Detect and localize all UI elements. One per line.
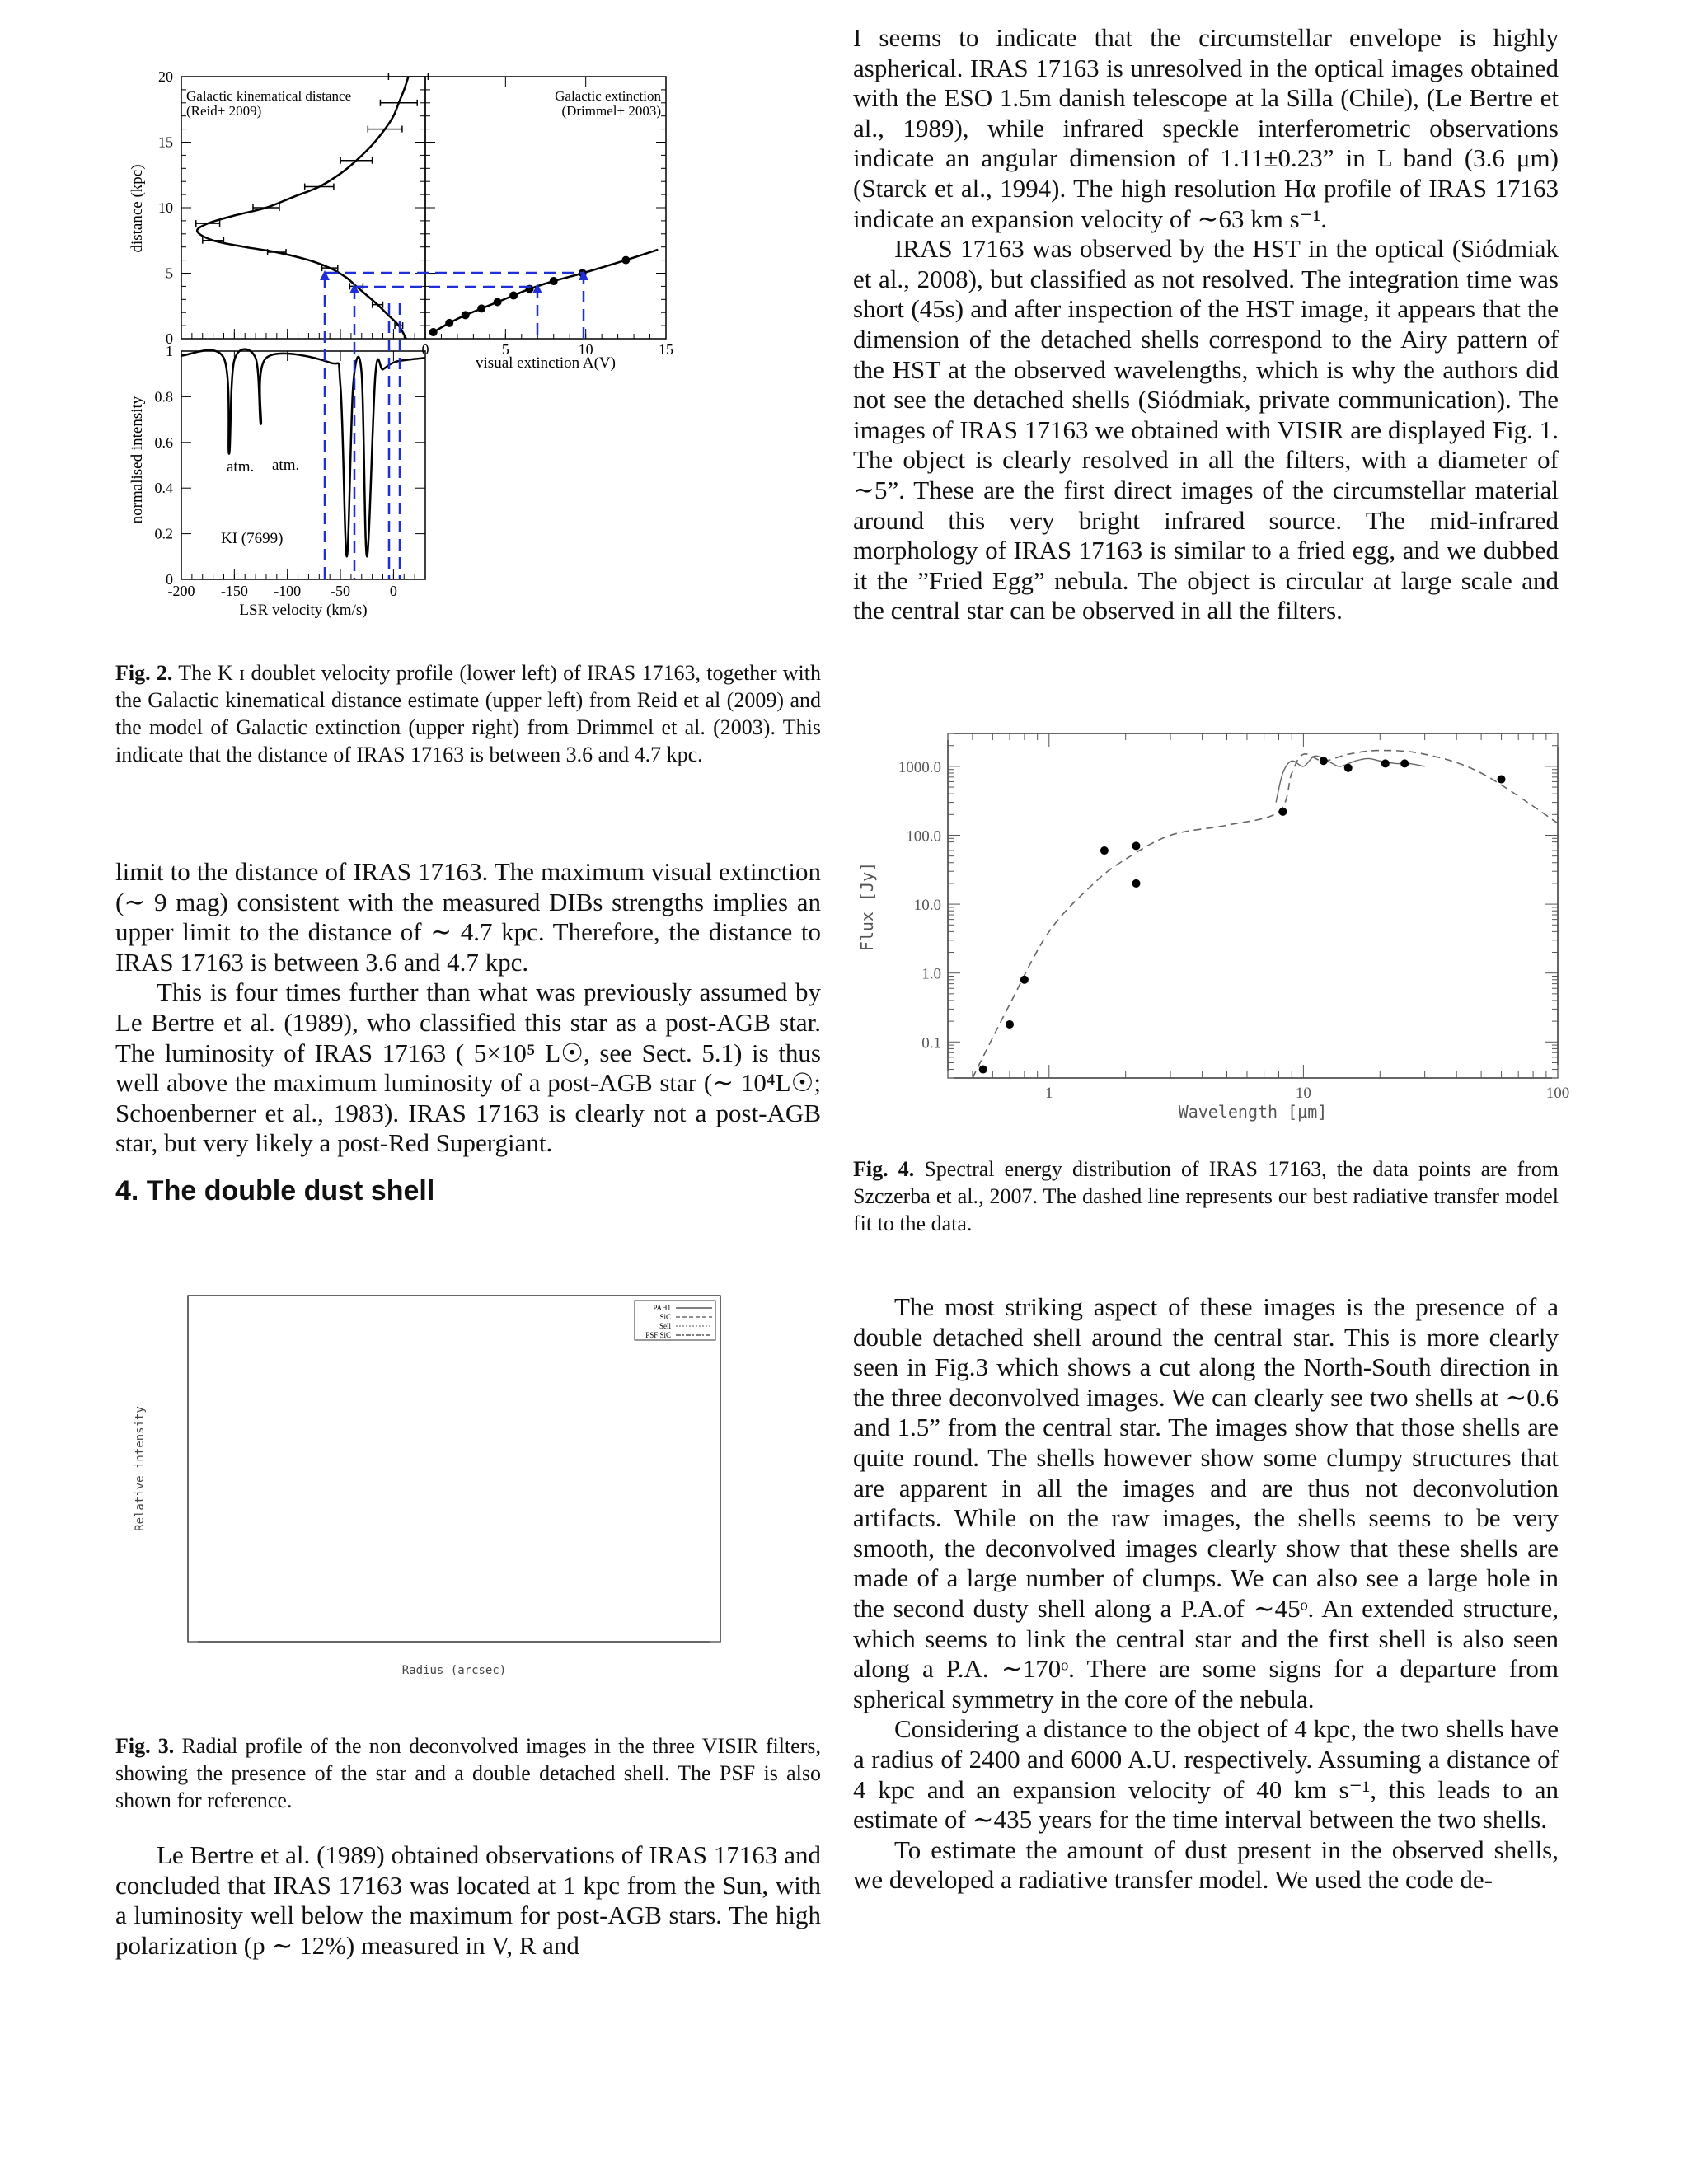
right-column-lower bbox=[853, 1292, 1559, 1896]
fig2-extinction-point bbox=[621, 256, 630, 265]
fig4-y-tick-label: 100.0 bbox=[906, 827, 941, 846]
fig4-xlabel: Wavelength [μm] bbox=[1178, 1102, 1328, 1122]
fig2-y-tick-label: 0.4 bbox=[154, 480, 173, 497]
fig2-extinction-point bbox=[445, 319, 453, 327]
fig3-legend-sell: Sell bbox=[659, 1322, 671, 1330]
right-column-upper bbox=[853, 23, 1559, 626]
section-title: 4. The double dust shell bbox=[115, 1175, 435, 1207]
fig4-x-tick-label: 10 bbox=[1295, 1085, 1311, 1102]
fig4-data-point bbox=[1132, 841, 1140, 850]
fig4-caption bbox=[853, 1155, 1559, 1237]
fig3-legend bbox=[635, 1301, 715, 1340]
fig2-upper-left-ref: (Reid+ 2009) bbox=[186, 103, 262, 119]
fig3-frame bbox=[188, 1296, 720, 1642]
fig2-xlabel-bottom: LSR velocity (km/s) bbox=[239, 602, 368, 619]
fig2-y-tick-label: 0.2 bbox=[154, 525, 173, 542]
fig2-x-tick-label: -150 bbox=[220, 583, 248, 599]
fig2-extinction-point bbox=[477, 304, 485, 312]
fig2-y-tick-label: 5 bbox=[166, 265, 173, 282]
fig2-y-tick-label: 0 bbox=[166, 330, 173, 347]
fig2-x-tick-label: -100 bbox=[274, 583, 302, 599]
right-paragraph-1: I seems to indicate that the circumstellar envelope is highly aspherical. IRAS 17163 is unresolved in the optical images obtained with the ESO 1.5m danish telescope at la Silla (Chile), (Le Bertre et al., 1989), while infrared speckle interferometric observations indicate an angular dimension of 1.11±0.23” in L band (3.6 μm) (Starck et al., 1994). The high resolution Hα profile of IRAS 17163 indicate an expansion velocity of ∼63 km s⁻¹. bbox=[853, 23, 1559, 233]
figure-4 bbox=[853, 725, 1570, 1129]
fig2-caption bbox=[115, 659, 821, 768]
fig4-data-point bbox=[1381, 759, 1390, 767]
fig2-upper-right-ref: (Drimmel+ 2003) bbox=[561, 103, 661, 119]
fig2-y-tick-label: 20 bbox=[158, 68, 173, 85]
fig4-ylabel: Flux [Jy] bbox=[857, 861, 877, 952]
fig2-caption-text: The K ɪ doublet velocity profile (lower left) of IRAS 17163, together with the Galactic kinematical distance estimate (upper left) from Reid et al (2009) and the model of Galactic extinction (upper right) from Drimmel et al. (2003). This indicate that the distance of IRAS 17163 is between 3.6 and 4.7 kpc. bbox=[115, 661, 821, 766]
fig4-data-point bbox=[1100, 846, 1109, 855]
fig2-y-tick-label: 0 bbox=[166, 571, 173, 588]
left-paragraph-1: limit to the distance of IRAS 17163. The maximum visual extinction (∼ 9 mag) consistent with the measured DIBs strengths implies an upper limit to the distance of ∼ 4.7 kpc. Therefore, the distance to IRAS 17163 is between 3.6 and 4.7 kpc. bbox=[115, 857, 821, 977]
fig2-y-tick-label: 1 bbox=[166, 343, 173, 359]
fig4-y-tick-label: 10.0 bbox=[913, 897, 941, 915]
fig2-ticks bbox=[181, 77, 666, 579]
fig2-ylabel-top: distance (kpc) bbox=[129, 164, 146, 253]
fig2-y-tick-label: 10 bbox=[158, 199, 173, 216]
fig4-x-tick-label: 100 bbox=[1545, 1085, 1570, 1102]
fig2-x-tick-label: 10 bbox=[578, 341, 593, 358]
fig2-x-tick-label: 15 bbox=[659, 341, 673, 358]
fig2-x-tick-label: -50 bbox=[331, 583, 351, 599]
fig4-data-point bbox=[1278, 808, 1287, 816]
figure-3 bbox=[115, 1286, 742, 1681]
fig2-caption-label: Fig. 2. bbox=[115, 661, 173, 685]
right-paragraph-2: IRAS 17163 was observed by the HST in the optical (Siódmiak et al., 2008), but classified as not resolved. The integration time was short (45s) and after inspection of the HST image, it appears that the dimension of the detached shells correspond to the Airy pattern of the HST at the observed wavelengths, which is why the authors did not see the detached shells (Siódmiak, private communication). The images of IRAS 17163 we obtained with VISIR are displayed Fig. 1. The object is clearly resolved in all the filters, with a diameter of ∼5”. These are the first direct images of the circumstellar material around this very bright infrared source. The mid-infrared morphology of IRAS 17163 is similar to a fried egg, and we dubbed it the ”Fried Egg” nebula. The object is circular at large scale and the central star can be observed in all the filters. bbox=[853, 234, 1559, 626]
fig4-data-point bbox=[1400, 759, 1409, 767]
fig2-y-tick-label: 0.6 bbox=[154, 434, 173, 451]
fig3-caption-text: Radial profile of the non deconvolved images in the three VISIR filters, showing the presence of the star and a double detached shell. The PSF is also shown for reference. bbox=[115, 1734, 822, 1812]
fig2-x-tick-label: 0 bbox=[421, 341, 429, 358]
right-paragraph-5: To estimate the amount of dust present in the observed shells, we developed a radiative transfer model. We used the code de- bbox=[853, 1835, 1559, 1895]
left-column-upper bbox=[115, 857, 821, 1159]
fig4-data-point bbox=[979, 1066, 987, 1074]
fig2-extinction-point bbox=[494, 298, 502, 306]
fig4-frame bbox=[948, 733, 1558, 1078]
right-paragraph-3: The most striking aspect of these images is the presence of a double detached shell around the central star. This is more clearly seen in Fig.3 which shows a cut along the North-South direction in the three deconvolved images. We can clearly see two shells at ∼0.6 and 1.5” from the central star. The images show that those shells are quite round. The shells however show some clumpy structures that are apparent in all the images and are thus not deconvolution artifacts. While on the raw images, the shells seems to be very smooth, the deconvolved images clearly show that these shells are made of a large number of clumps. We can also see a large hole in the second dusty shell along a P.A.of ∼45ᵒ. An extended structure, which seems to link the central star and the first shell is also seen along a P.A. ∼170ᵒ. There are some signs for a departure from spherical symmetry in the core of the nebula. bbox=[853, 1292, 1559, 1713]
fig2-atm2-label: atm. bbox=[272, 457, 300, 474]
left-paragraph-2: This is four times further than what was previously assumed by Le Bertre et al. (1989), who classified this star as a post-AGB star. The luminosity of IRAS 17163 ( 5×10⁵ L☉, see Sect. 5.1) is thus well above the maximum luminosity of a post-AGB star (∼ 10⁴L☉; Schoenberner et al., 1983). IRAS 17163 is clearly not a post-AGB star, but very likely a post-Red Supergiant. bbox=[115, 977, 821, 1158]
fig2-extinction-point bbox=[462, 311, 470, 319]
left-column-lower bbox=[115, 1840, 821, 1961]
fig2-atm1-label: atm. bbox=[227, 458, 255, 476]
fig2-tick-labels bbox=[155, 68, 674, 599]
fig3-ylabel: Relative intensity bbox=[134, 1406, 147, 1531]
fig4-data-point bbox=[1020, 976, 1029, 984]
fig4-model-line bbox=[973, 751, 1558, 1078]
fig4-data-points bbox=[979, 757, 1506, 1073]
fig2-xlabel-right: visual extinction A(V) bbox=[476, 354, 616, 372]
fig2-x-tick-label: 5 bbox=[501, 341, 509, 358]
fig3-caption-label: Fig. 3. bbox=[115, 1734, 175, 1758]
fig4-y-tick-label: 1.0 bbox=[921, 965, 941, 983]
fig2-x-tick-label: 0 bbox=[389, 583, 397, 599]
fig4-data-point bbox=[1132, 879, 1140, 888]
fig3-xlabel: Radius (arcsec) bbox=[401, 1664, 507, 1677]
fig4-data-point bbox=[1320, 757, 1328, 765]
fig2-upper-right-label: Galactic extinction bbox=[555, 88, 661, 104]
fig2-ki-label: KI (7699) bbox=[221, 530, 284, 547]
figure-2 bbox=[115, 64, 692, 625]
fig3-caption bbox=[115, 1732, 821, 1814]
fig2-y-tick-label: 15 bbox=[158, 134, 173, 151]
fig2-extinction-point bbox=[509, 292, 518, 300]
fig3-legend-psf: PSF SiC bbox=[645, 1331, 671, 1339]
fig4-caption-text: Spectral energy distribution of IRAS 17163, the data points are from Szczerba et al., 2007. The dashed line represents our best radiative transfer model fit to the data. bbox=[853, 1157, 1559, 1235]
fig4-caption-label: Fig. 4. bbox=[853, 1157, 915, 1181]
fig4-x-tick-label: 1 bbox=[1045, 1085, 1053, 1102]
fig2-ylabel-bottom: normalised intensity bbox=[129, 396, 146, 524]
fig2-extinction-point bbox=[429, 328, 438, 336]
fig2-upper-left-label: Galactic kinematical distance bbox=[186, 88, 352, 104]
left-paragraph-3: Le Bertre et al. (1989) obtained observations of IRAS 17163 and concluded that IRAS 17163 was located at 1 kpc from the Sun, with a luminosity well below the maximum for post-AGB stars. The high polarization (p ∼ 12%) measured in V, R and bbox=[115, 1840, 821, 1960]
fig3-legend-pah1: PAH1 bbox=[653, 1304, 671, 1312]
fig4-y-tick-label: 0.1 bbox=[921, 1034, 941, 1052]
fig4-data-point bbox=[1006, 1020, 1014, 1029]
fig4-data-point bbox=[1344, 764, 1353, 772]
fig3-legend-sic: SiC bbox=[659, 1313, 671, 1321]
fig4-ticks bbox=[948, 733, 1558, 1078]
fig4-data-point bbox=[1498, 776, 1506, 784]
fig2-y-tick-label: 0.8 bbox=[154, 388, 173, 405]
right-paragraph-4: Considering a distance to the object of 4 kpc, the two shells have a radius of 2400 and 6000 A.U. respectively. Assuming a distance of 4 kpc and an expansion velocity of 40 km s⁻¹, this leads to an estimate of ∼435 years for the time interval between the two shells. bbox=[853, 1714, 1559, 1835]
fig4-tick-labels bbox=[898, 759, 1570, 1102]
fig2-extinction-point bbox=[550, 277, 558, 285]
fig4-y-tick-label: 1000.0 bbox=[898, 758, 941, 776]
fig2-x-tick-label: -200 bbox=[167, 583, 195, 599]
